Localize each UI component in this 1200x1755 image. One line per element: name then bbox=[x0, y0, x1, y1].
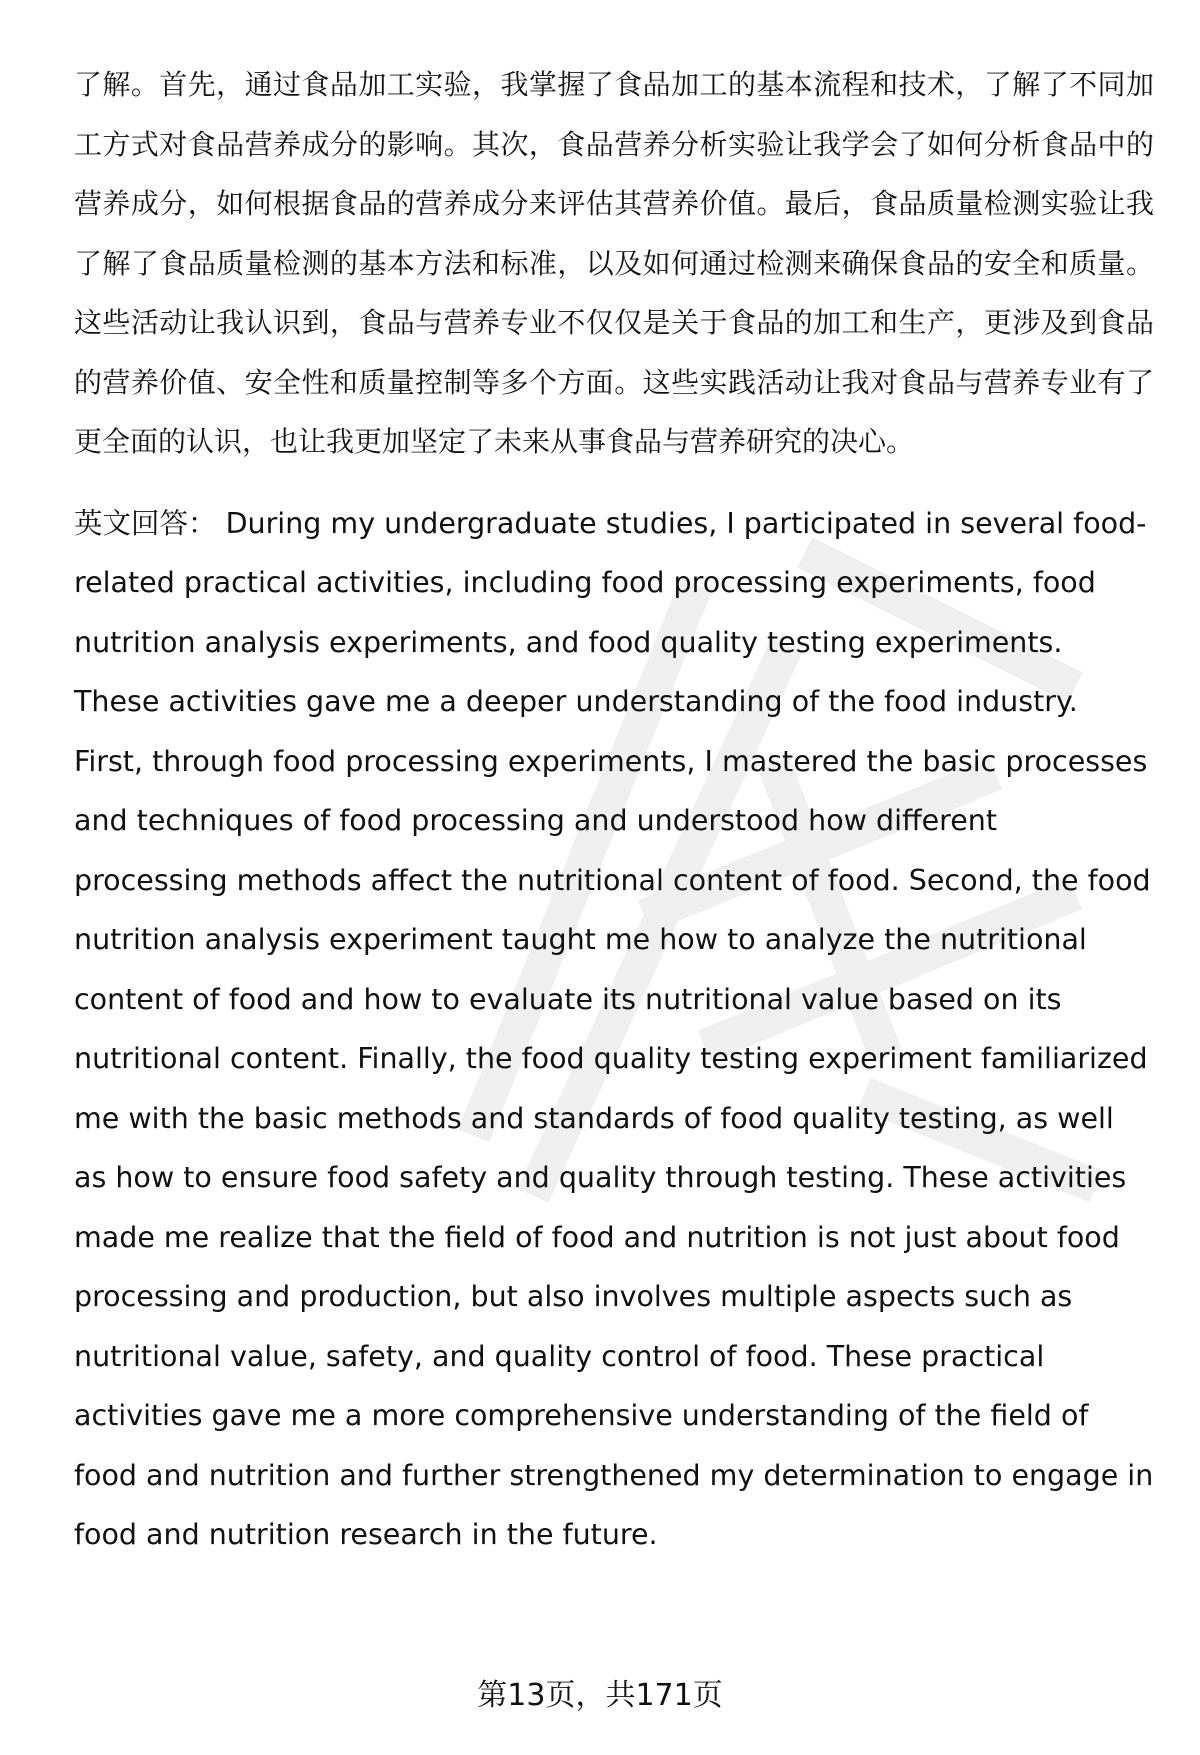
english-answer-text: During my undergraduate studies, I participated in several food-related practical activities, including food processing experiments, food nutrition analysis experiments, and food quality testing experiments. These activities gave me a deeper understanding of the food industry. First, through food processing experiments, I mastered the basic processes and techniques of food processing and understood how different processing methods affect the nutritional content of food. Second, the food nutrition analysis experiment taught me how to analyze the nutritional content of food and how to evaluate its nutritional value based on its nutritional content. Finally, the food quality testing experiment familiarized me with the basic methods and standards of food quality testing, as well as how to ensure food safety and quality through testing. These activities made me realize that the field of food and nutrition is not just about food processing and production, but also involves multiple aspects such as nutritional value, safety, and quality control of food. These practical activities gave me a more comprehensive understanding of the field of food and nutrition and further strengthened my determination to engage in food and nutrition research in the future. bbox=[74, 506, 1154, 1551]
chinese-answer-paragraph: 了解。首先，通过食品加工实验，我掌握了食品加工的基本流程和技术，了解了不同加工方式对食品营养成分的影响。其次，食品营养分析实验让我学会了如何分析食品中的营养成分，如何根据食品的营养成分来评估其营养价值。最后，食品质量检测实验让我了解了食品质量检测的基本方法和标准，以及如何通过检测来确保食品的安全和质量。这些活动让我认识到，食品与营养专业不仅仅是关于食品的加工和生产，更涉及到食品的营养价值、安全性和质量控制等多个方面。这些实践活动让我对食品与营养专业有了更全面的认识，也让我更加坚定了未来从事食品与营养研究的决心。 bbox=[74, 68, 1154, 458]
english-answer-label: 英文回答： bbox=[74, 506, 217, 540]
page-number: 第13页，共171页 bbox=[477, 1678, 723, 1713]
document-body bbox=[74, 55, 1154, 1565]
english-answer-paragraph bbox=[74, 494, 1154, 1565]
